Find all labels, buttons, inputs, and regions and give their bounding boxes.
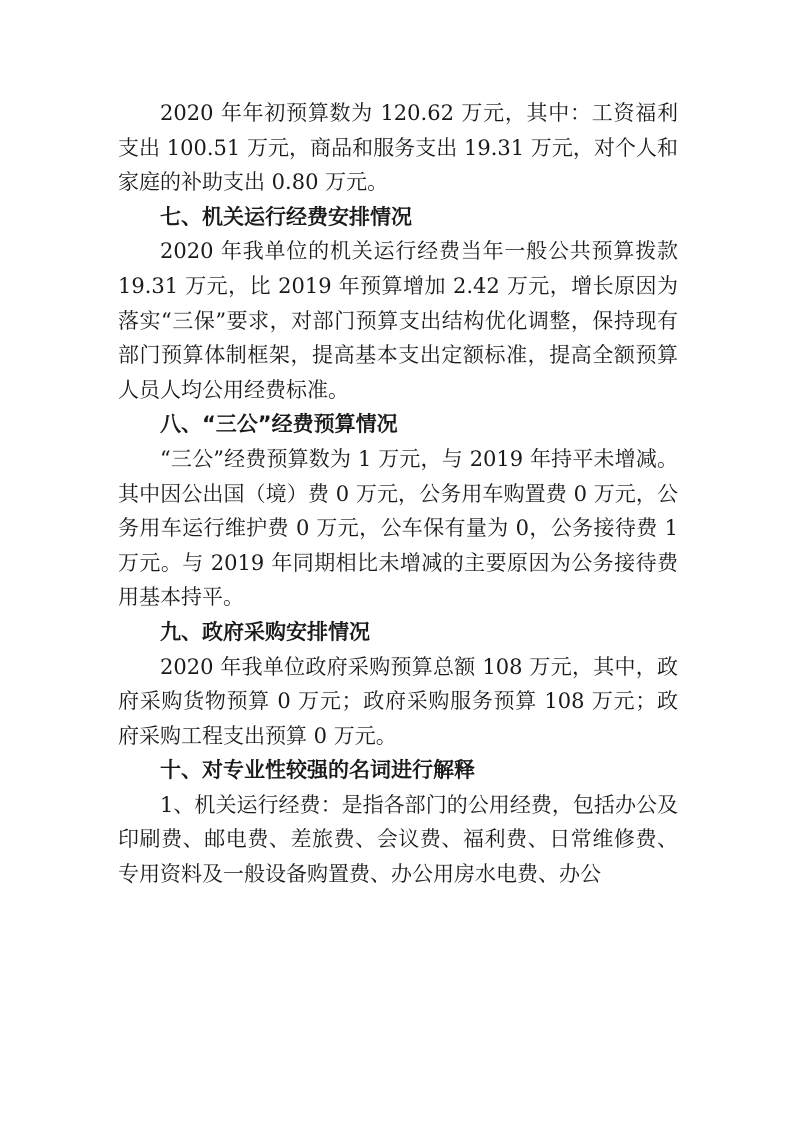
paragraph-budget-total: 2020 年年初预算数为 120.62 万元，其中：工资福利支出 100.51 万元，商品和服务支出 19.31 万元，对个人和家庭的补助支出 0.80 万元。 [118,101,678,195]
paragraph-operating-expenses: 2020 年我单位的机关运行经费当年一般公共预算拨款 19.31 万元，比 2019 年预算增加 2.42 万元，增长原因为落实“三保”要求，对部门预算支出结构优化调整，保持现有部门预算体制框架，提高基本支出定额标准，提高全额预算人员人均公用经费标准。 [118,239,678,402]
heading-section-7: 七、机关运行经费安排情况 [160,204,412,229]
paragraph-term-definition: 1、机关运行经费：是指各部门的公用经费，包括办公及印刷费、邮电费、差旅费、会议费、福利费、日常维修费、专用资料及一般设备购置费、办公用房水电费、办公 [118,792,678,887]
heading-section-10: 十、对专业性较强的名词进行解释 [160,758,475,783]
paragraph-government-procurement: 2020 年我单位政府采购预算总额 108 万元，其中，政府采购货物预算 0 万元；政府采购服务预算 108 万元；政府采购工程支出预算 0 万元。 [118,654,678,748]
document-page [118,96,678,892]
paragraph-three-public-expenses: “三公”经费预算数为 1 万元，与 2019 年持平未增减。其中因公出国（境）费 0 万元，公务用车购置费 0 万元，公务用车运行维护费 0 万元，公车保有量为 0，公务接待费 1 万元。与 2019 年同期相比未增减的主要原因为公务接待费用基本持平。 [118,446,678,610]
heading-section-9: 九、政府采购安排情况 [160,619,370,644]
heading-section-8: 八、“三公”经费预算情况 [160,412,398,437]
